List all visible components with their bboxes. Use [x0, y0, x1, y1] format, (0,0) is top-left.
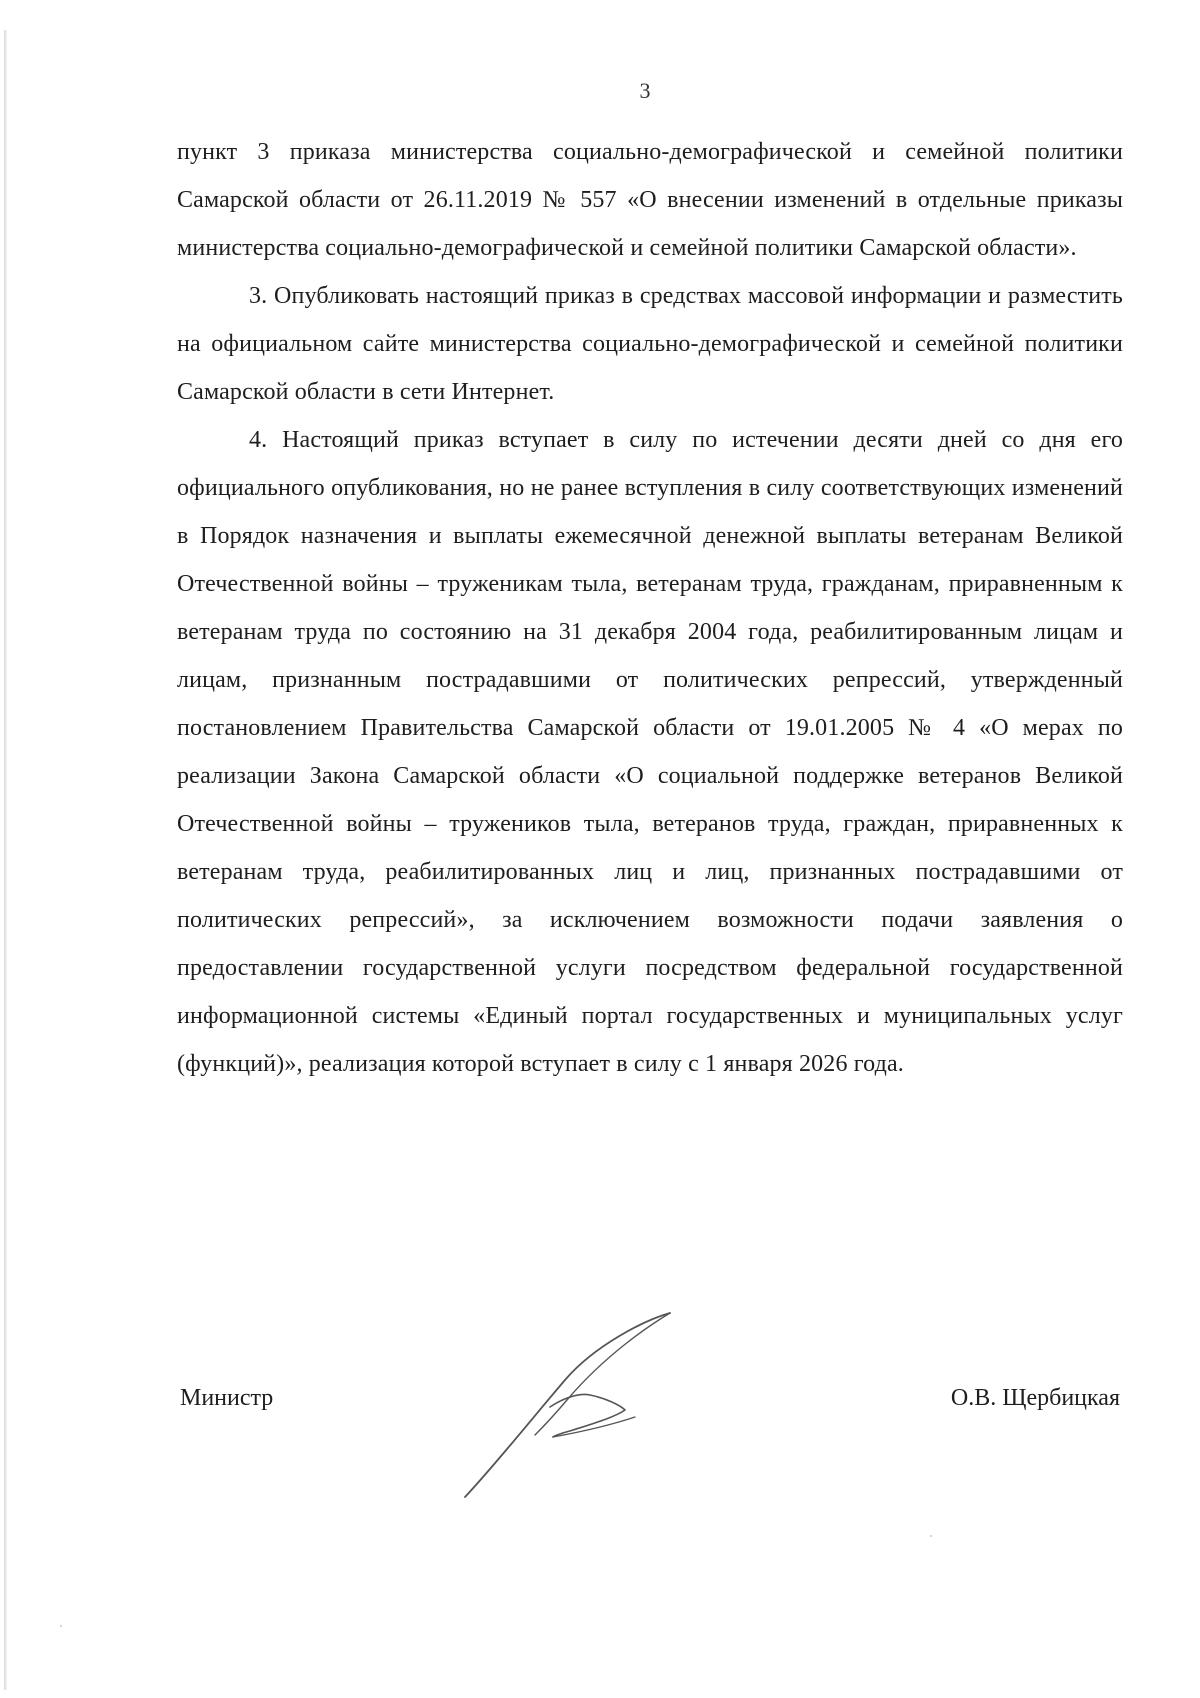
signatory-name: О.В. Щербицкая: [950, 1385, 1120, 1411]
scan-speck: [60, 1625, 62, 1627]
signature-block: [180, 1385, 1120, 1425]
paragraph-effective-date: 4. Настоящий приказ вступает в силу по истечении десяти дней со дня его официального опубликования, но не ранее вступления в силу соответствующих изменений в Порядок назначения и выплаты ежемесячной денежной выплаты ветеранам Великой Отечественной войны – труженикам тыла, ветеранам труда, гражданам, приравненным к ветеранам труда по состоянию на 31 декабря 2004 года, реабилитированным лицам и лицам, признанным пострадавшими от политических репрессий, утвержденный постановлением Правительства Самарской области от 19.01.2005 № 4 «О мерах по реализации Закона Самарской области «О социальной поддержке ветеранов Великой Отечественной войны – тружеников тыла, ветеранов труда, граждан, приравненных к ветеранам труда, реабилитированных лиц и лиц, признанных пострадавшими от политических репрессий», за исключением возможности подачи заявления о предоставлении государственной услуги посредством федеральной государственной информационной системы «Единый портал государственных и муниципальных услуг (функций)», реализация которой вступает в силу с 1 января 2026 года.: [177, 427, 1123, 1077]
paragraph-continuation: пункт 3 приказа министерства социально-демографической и семейной политики Самарской области от 26.11.2019 № 557 «О внесении изменений в отдельные приказы министерства социально-демографической и семейной политики Самарской области».: [177, 139, 1123, 261]
scan-edge-shadow: [4, 30, 7, 1690]
paragraph-publish: 3. Опубликовать настоящий приказ в средствах массовой информации и разместить на официальном сайте министерства социально-демографической и семейной политики Самарской области в сети Интернет.: [177, 283, 1123, 405]
signatory-position: Министр: [180, 1385, 274, 1411]
page-number: 3: [639, 78, 651, 103]
document-body: [177, 128, 1123, 1088]
scan-speck: [930, 1535, 932, 1537]
